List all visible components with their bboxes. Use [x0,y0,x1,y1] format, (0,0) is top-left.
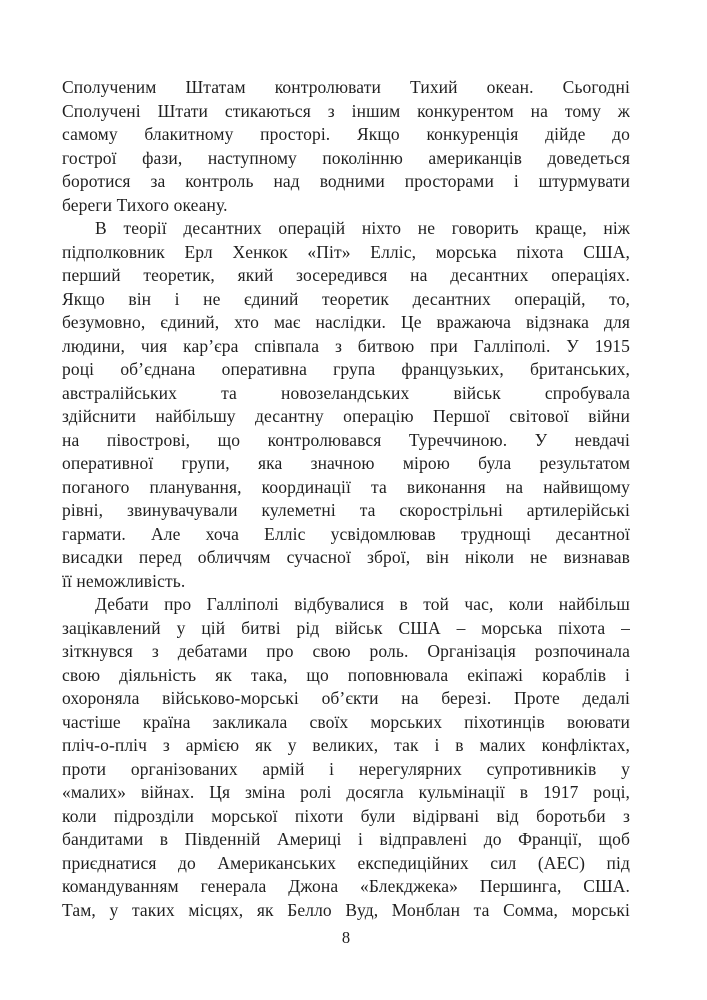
text-line: людини, чия кар’єра співпала з битвою при Галліполі. У 1915 [62,335,630,356]
text-line: зацікавлений у цій битві рід військ США – морська піхота – [62,617,630,638]
text-line: В теорії десантних операцій ніхто не говорить краще, ніж [95,218,630,238]
text-line: перший теоретик, який зосередився на десантних операціях. [62,265,630,285]
text-line: австралійських та новозеландських військ спробувала [62,382,630,403]
text-line: самому блакитному просторі. Якщо конкуренція дійде до [62,124,630,144]
text-line: поганого планування, координації та виконання на найвищому [62,476,630,497]
page-text [62,76,630,922]
text-line: приєднатися до Американських експедиційних сил (АЕС) під [62,852,630,873]
text-line: на півострові, що контролювався Туреччиною. У невдачі [62,429,630,450]
text-line: Там, у таких місцях, як Белло Вуд, Монблан та Сомма, морські [62,899,630,920]
text-line: охороняла військово-морські об’єкти на березі. Проте дедалі [62,688,630,708]
text-line: висадки перед обличчям сучасної зброї, він ніколи не визнавав [62,547,630,567]
paragraph [62,76,630,217]
text-line: Дебати про Галліполі відбувалися в той час, коли найбільш [95,594,630,614]
paragraph [62,217,630,593]
page-number: 8 [341,928,351,947]
text-line: боротися за контроль над водними просторами і штурмувати [62,171,630,191]
text-line: пліч-о-пліч з армією як у великих, так і в малих конфліктах, [62,735,630,755]
text-line: коли підрозділи морської піхоти були відірвані від боротьби з [62,805,630,826]
text-line: командуванням генерала Джона «Блекджека» Першинга, США. [62,876,630,896]
text-line: підполковник Ерл Хенкок «Піт» Елліс, морська піхота США, [62,241,630,262]
text-line: «малих» війнах. Ця зміна ролі досягла кульмінації в 1917 році, [62,782,630,802]
text-line: свою діяльність як така, що поповнювала екіпажі кораблів і [62,664,630,685]
text-line: зіткнувся з дебатами про свою роль. Організація розпочинала [62,641,630,661]
text-line: безумовно, єдиний, хто має наслідки. Це вражаюча відзнака для [62,312,630,332]
text-line: бандитами в Південній Америці і відправлені до Франції, щоб [62,829,630,849]
text-line: здійснити найбільшу десантну операцію Першої світової війни [62,406,630,426]
text-line: Сполучені Штати стикаються з іншим конкурентом на тому ж [62,100,630,121]
text-line: оперативної групи, яка значною мірою була результатом [62,453,630,473]
text-line: гармати. Але хоча Елліс усвідомлював труднощі десантної [62,523,630,544]
text-line: її неможливість. [62,570,186,591]
text-line: проти організованих армій і нерегулярних супротивників у [62,758,630,779]
text-line: Сполученим Штатам контролювати Тихий океан. Сьогодні [62,77,630,97]
text-line: рівні, звинувачували кулеметні та скорострільні артилерійські [62,500,630,520]
text-line: береги Тихого океану. [62,194,228,215]
text-line: гострої фази, наступному поколінню американців доведеться [62,147,630,168]
text-line: частіше країна закликала своїх морських піхотинців воювати [62,711,630,732]
paragraph [62,593,630,922]
text-line: Якщо він і не єдиний теоретик десантних операцій, то, [62,288,630,309]
text-line: році об’єднана оперативна група французьких, британських, [62,359,630,379]
